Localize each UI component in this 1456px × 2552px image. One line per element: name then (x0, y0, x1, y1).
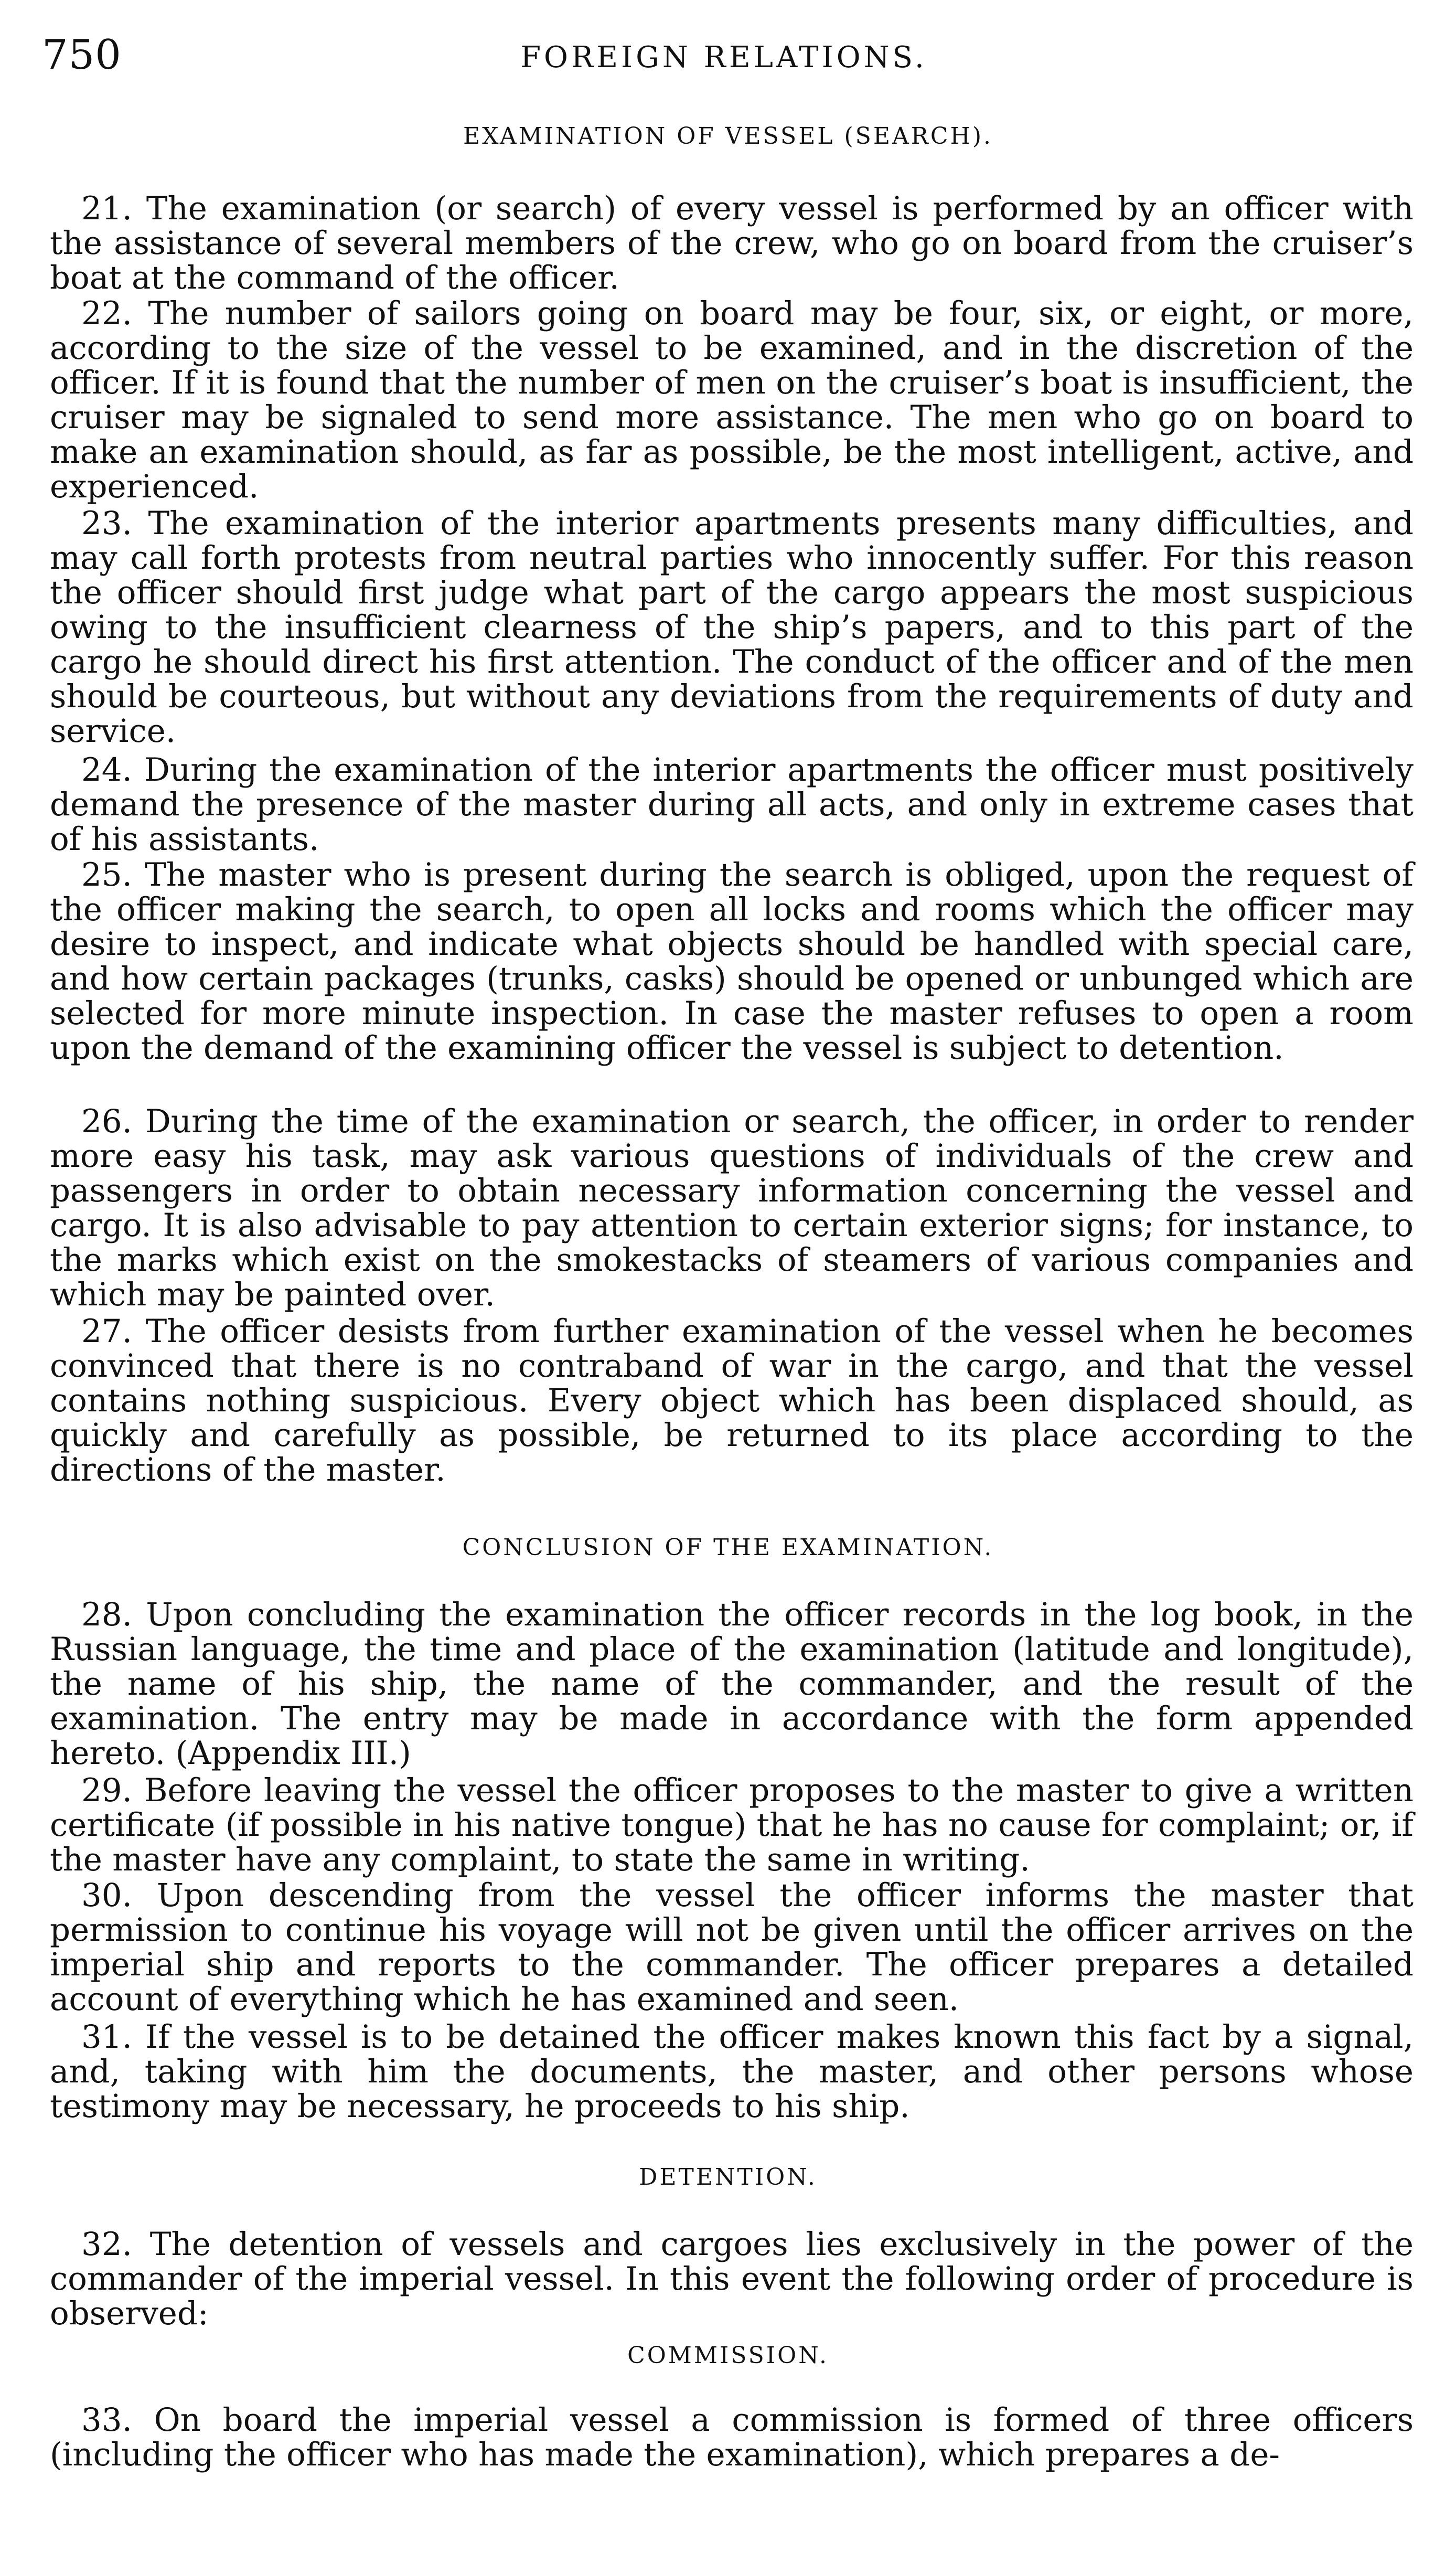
section-heading-detention: DETENTION. (639, 2164, 817, 2191)
running-head (42, 29, 1406, 87)
paragraph-25: 25. The master who is present during the search is obliged, upon the request of the officer making the search, to open all locks and rooms which the officer may desire to inspect, and indicate what objects should be handled with special care, and how certain packages (trunks, casks) should be opened or unbunged which are selected for more minute inspection. In case the master refuses to open a room upon the demand of the examining officer the vessel is subject to detention. (50, 856, 1414, 1067)
running-title: FOREIGN RELATIONS. (520, 40, 927, 75)
paragraph-31: 31. If the vessel is to be detained the officer makes known this fact by a signal, and, taking with him the documents, the master, and other persons whose testimony may be necessary, he proceeds to his ship. (50, 2018, 1414, 2125)
paragraph-30: 30. Upon descending from the vessel the officer informs the master that permission to continue his voyage will not be given until the officer arrives on the imperial ship and reports to the commander. The officer prepares a detailed account of everything which he has examined and seen. (50, 1877, 1414, 2018)
paragraph-21: 21. The examination (or search) of every vessel is performed by an officer with the assistance of several members of the crew, who go on board from the cruiser’s boat at the command of the officer. (50, 190, 1414, 296)
paragraph-28: 28. Upon concluding the examination the officer records in the log book, in the Russian language, the time and place of the examination (latitude and longitude), the name of his ship, the name of the commander, and the result of the examination. The entry may be made in accordance with the form appended hereto. (Appendix III.) (50, 1596, 1414, 1772)
paragraph-24: 24. During the examination of the interior apartments the officer must positively demand the presence of the master during all acts, and only in extreme cases that of his assistants. (50, 751, 1414, 858)
paragraph-26: 26. During the time of the examination or search, the officer, in order to render more easy his task, may ask various questions of individuals of the crew and passengers in order to obtain necessary information concerning the vessel and cargo. It is also advisable to pay attention to certain exterior signs; for instance, to the marks which exist on the smokestacks of steamers of various companies and which may be painted over. (50, 1103, 1414, 1313)
paragraph-32: 32. The detention of vessels and cargoes lies exclusively in the power of the commander of the imperial vessel. In this event the following order of procedure is observed: (50, 2226, 1414, 2332)
paragraph-23: 23. The examination of the interior apartments presents many difficulties, and may call forth protests from neutral parties who innocently suffer. For this reason the officer should first judge what part of the cargo appears the most suspicious owing to the insufficient clearness of the ship’s papers, and to this part of the cargo he should direct his first attention. The conduct of the officer and of the men should be courteous, but without any deviations from the requirements of duty and service. (50, 505, 1414, 750)
paragraph-29: 29. Before leaving the vessel the officer proposes to the master to give a written certificate (if possible in his native tongue) that he has no cause for complaint; or, if the master have any complaint, to state the same in writing. (50, 1772, 1414, 1878)
section-heading-conclusion: CONCLUSION OF THE EXAMINATION. (462, 1534, 994, 1561)
section-heading-commission: COMMISSION. (627, 2342, 829, 2369)
page-number: 750 (42, 31, 122, 79)
paragraph-33: 33. On board the imperial vessel a commission is formed of three officers (including the officer who has made the examination), which prepares a de- (50, 2401, 1414, 2473)
section-heading-examination: EXAMINATION OF VESSEL (SEARCH). (463, 123, 993, 150)
paragraph-27: 27. The officer desists from further examination of the vessel when he becomes convinced that there is no contraband of war in the cargo, and that the vessel contains nothing suspicious. Every object which has been displaced should, as quickly and carefully as possible, be returned to its place according to the directions of the master. (50, 1313, 1414, 1488)
paragraph-22: 22. The number of sailors going on board may be four, six, or eight, or more, according to the size of the vessel to be examined, and in the discretion of the officer. If it is found that the number of men on the cruiser’s boat is insufficient, the cruiser may be signaled to send more assistance. The men who go on board to make an examination should, as far as possible, be the most intelligent, active, and experienced. (50, 295, 1414, 505)
